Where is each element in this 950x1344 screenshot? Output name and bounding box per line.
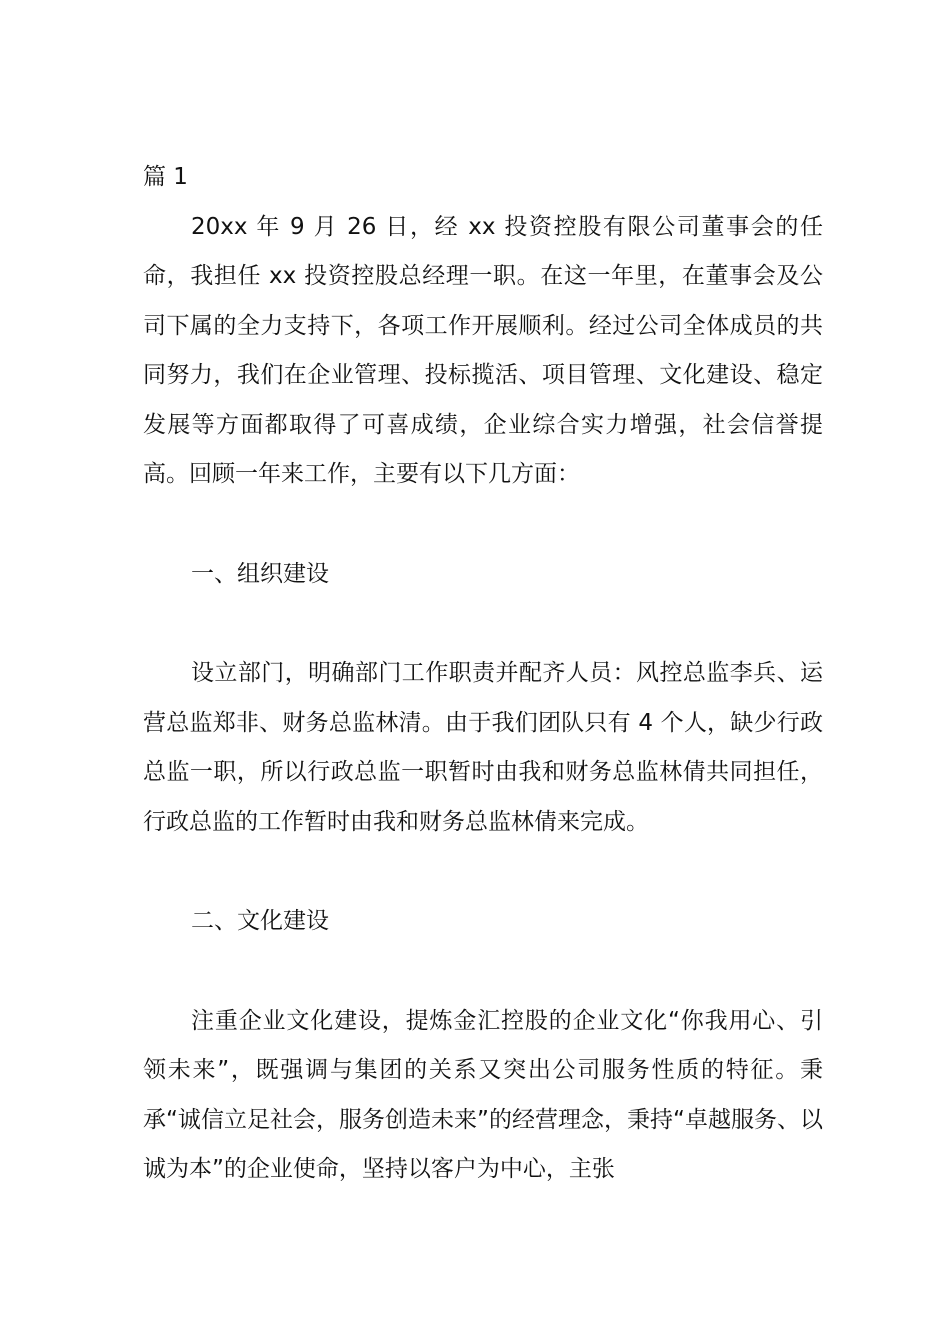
spacer (143, 599, 823, 649)
part-label: 篇 1 (143, 164, 188, 190)
section-body-culture: 注重企业文化建设，提炼金汇控股的企业文化“你我用心、引领未来”，既强调与集团的关系又突出公司服务性质的特征。秉承“诚信立足社会，服务创造未来”的经营理念，秉持“卓越服务、以诚为本”的企业使命，坚持以客户为中心，主张 (143, 1007, 823, 1182)
intro-paragraph: 20xx 年 9 月 26 日，经 xx 投资控股有限公司董事会的任命，我担任 xx 投资控股总经理一职。在这一年里，在董事会及公司下属的全力支持下，各项工作开展顺利。经过公司全体成员的共同努力，我们在企业管理、投标揽活、项目管理、文化建设、稳定发展等方面都取得了可喜成绩，企业综合实力增强，社会信誉提高。回顾一年来工作，主要有以下几方面： (143, 213, 823, 487)
section-body-organization: 设立部门，明确部门工作职责并配齐人员：风控总监李兵、运营总监郑非、财务总监林清。由于我们团队只有 4 个人，缺少行政总监一职，所以行政总监一职暂时由我和财务总监林倩共同担任，行政总监的工作暂时由我和财务总监林倩来完成。 (143, 660, 823, 835)
document-body (143, 153, 823, 1195)
section-heading-culture: 二、文化建设 (191, 908, 329, 934)
section-heading-organization: 一、组织建设 (191, 560, 329, 587)
spacer (143, 947, 823, 997)
spacer (143, 500, 823, 550)
spacer (143, 847, 823, 897)
